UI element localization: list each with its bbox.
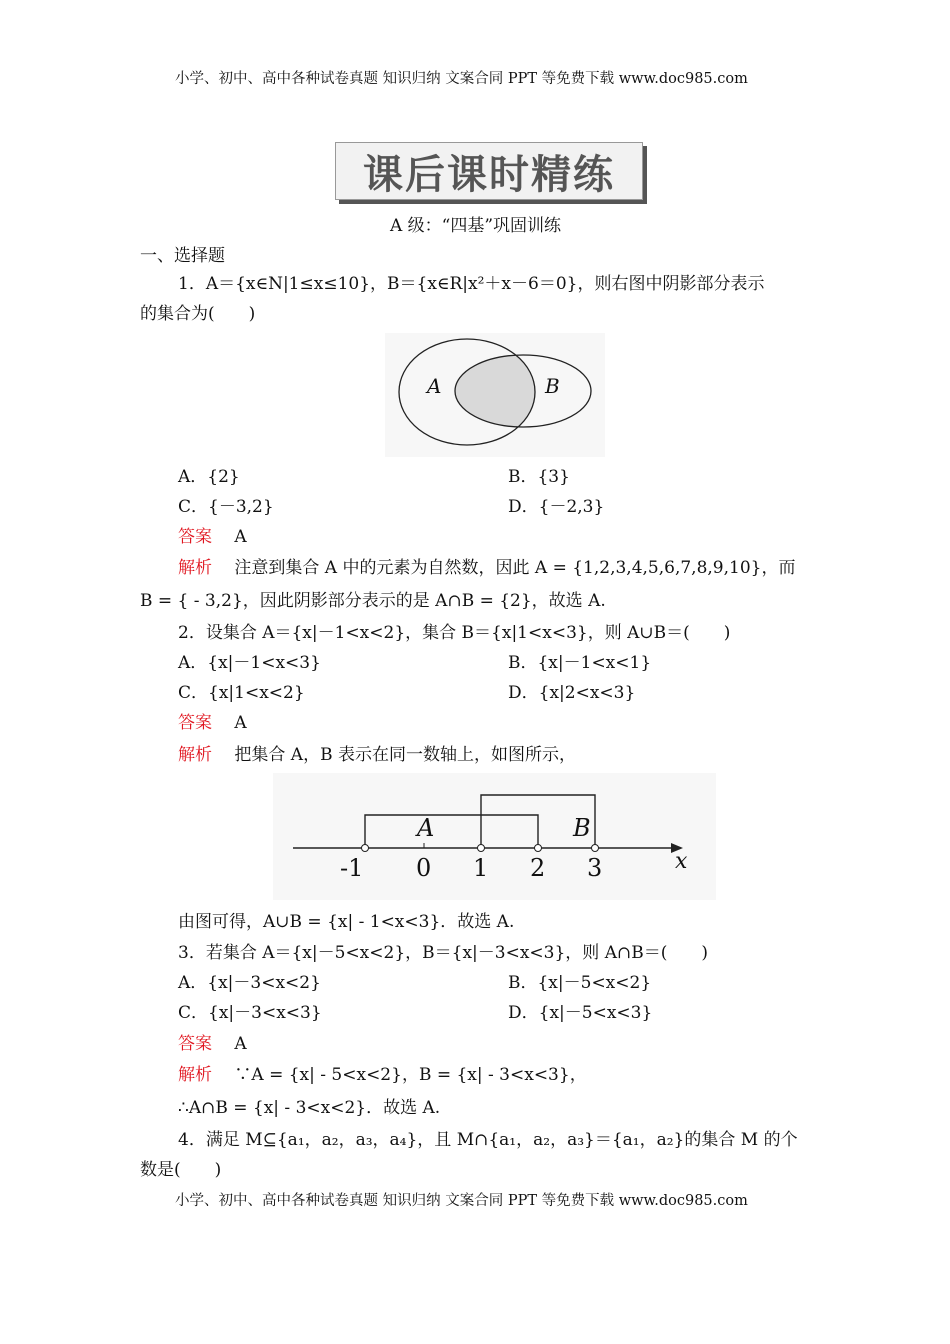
tick-label: 3 [587,854,603,882]
analysis-label: 解析 [178,745,212,765]
q3-text: 3．若集合 A＝{x|－5<x<2}，B＝{x|－3<x<3}，则 A∩B＝( ) [178,943,708,963]
tick-label: 1 [473,854,489,882]
q1-analysis-cont: B = { - 3,2}，因此阴影部分表示的是 A∩B = {2}，故选 A. [140,591,606,611]
q1-text-cont: 的集合为( ) [140,304,256,324]
answer-label: 答案 [178,527,212,547]
venn-diagram [385,333,605,457]
page-header: 小学、初中、高中各种试卷真题 知识归纳 文案合同 PPT 等免费下载 www.doc985.com [175,71,748,87]
analysis-text: 注意到集合 A 中的元素为自然数，因此 A = {1,2,3,4,5,6,7,8,9,10}，而 [234,558,796,578]
q1-option-a: A．{2} [178,467,240,487]
q2-text: 2．设集合 A＝{x|－1<x<2}，集合 B＝{x|1<x<3}，则 A∪B＝( ) [178,623,731,643]
interval-label-b: B [573,814,591,842]
page-footer: 小学、初中、高中各种试卷真题 知识归纳 文案合同 PPT 等免费下载 www.doc985.com [175,1193,748,1209]
interval-a [365,815,538,845]
q2-option-d: D．{x|2<x<3} [508,683,636,703]
q1-answer [178,526,247,548]
q1-analysis [178,557,795,579]
q2-analysis-cont: 由图可得，A∪B = {x| - 1<x<3}．故选 A. [178,912,515,932]
open-point-1 [478,845,485,852]
tick-label: 2 [530,854,546,882]
q1-text: 1．A＝{x∈N|1≤x≤10}，B＝{x∈R|x²＋x－6＝0}，则右图中阴影部分表示 [178,274,765,294]
q3-option-a: A．{x|－3<x<2} [178,973,321,993]
number-line-figure [273,773,716,900]
level-heading: A 级：“四基”巩固训练 [390,216,562,236]
q3-analysis [178,1064,587,1086]
interval-label-a: A [417,814,435,842]
answer-value: A [234,713,247,733]
answer-value: A [234,527,247,547]
answer-label: 答案 [178,1034,212,1054]
tick-label: -1 [340,854,364,882]
q3-answer [178,1033,247,1055]
q3-option-c: C．{x|－3<x<3} [178,1003,322,1023]
q1-option-c: C．{－3,2} [178,497,274,517]
q2-analysis [178,744,576,766]
analysis-label: 解析 [178,558,212,578]
q4-text: 4．满足 M⊆{a₁，a₂，a₃，a₄}，且 M∩{a₁，a₂，a₃}＝{a₁，a₂}的集合 M 的个 [178,1130,798,1150]
venn-label-b: B [545,374,560,398]
answer-value: A [234,1034,247,1054]
tick-label: 0 [416,854,432,882]
q1-option-b: B．{3} [508,467,570,487]
axis-label: x [675,849,688,874]
title-banner: 课后课时精练 [335,142,643,200]
answer-label: 答案 [178,713,212,733]
open-point-2 [535,845,542,852]
open-point-neg1 [362,845,369,852]
q3-option-b: B．{x|－5<x<2} [508,973,652,993]
q3-analysis-cont: ∴A∩B = {x| - 3<x<2}．故选 A. [178,1098,441,1118]
q4-text-cont: 数是( ) [140,1160,222,1180]
q3-option-d: D．{x|－5<x<3} [508,1003,653,1023]
q2-option-b: B．{x|－1<x<1} [508,653,652,673]
venn-label-a: A [427,374,442,398]
analysis-label: 解析 [178,1065,212,1085]
open-point-3 [592,845,599,852]
analysis-text: ∵A = {x| - 5<x<2}，B = {x| - 3<x<3}， [234,1065,587,1085]
section-heading: 一、选择题 [140,246,225,266]
q2-option-c: C．{x|1<x<2} [178,683,305,703]
q2-option-a: A．{x|－1<x<3} [178,653,321,673]
q2-answer [178,712,247,734]
analysis-text: 把集合 A，B 表示在同一数轴上，如图所示， [234,745,576,765]
q1-option-d: D．{－2,3} [508,497,605,517]
